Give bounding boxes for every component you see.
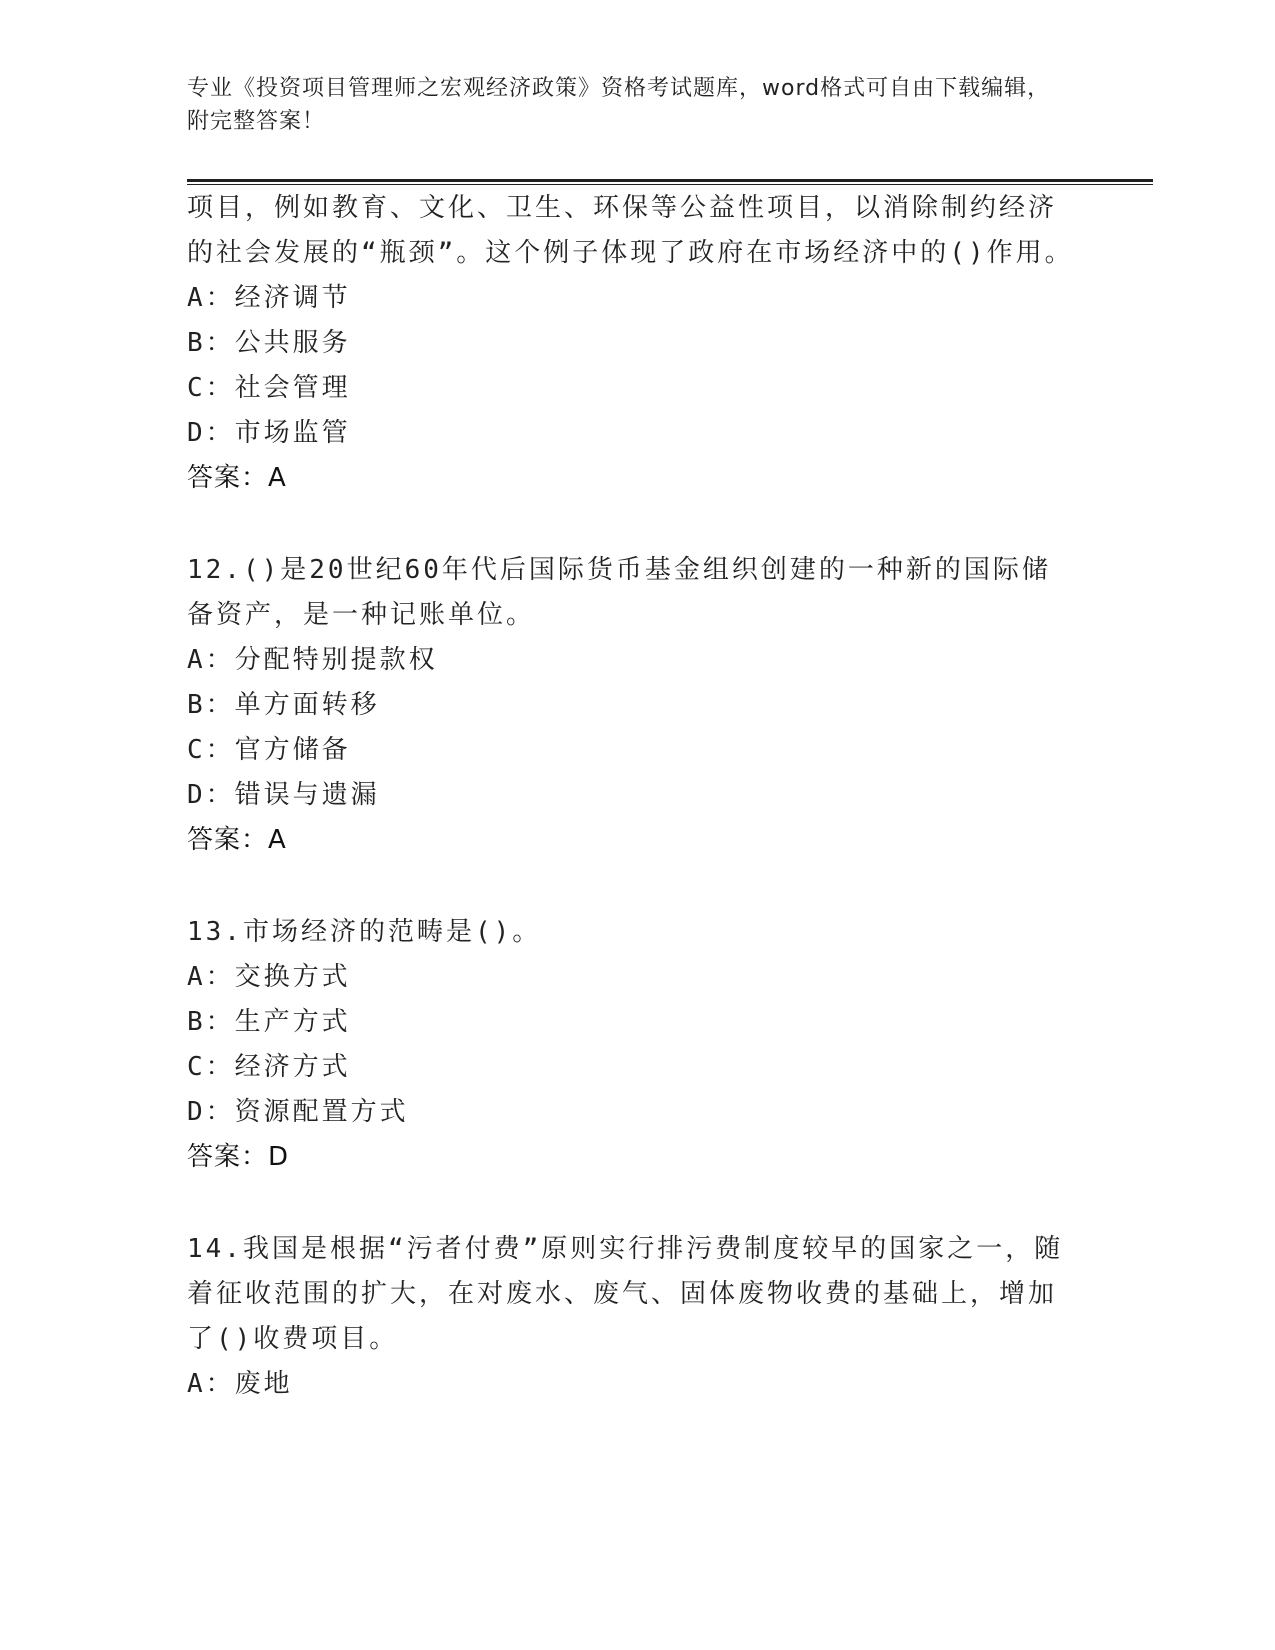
header-divider-thick xyxy=(187,179,1153,182)
option-a: A：分配特别提款权 xyxy=(187,645,438,675)
question-text: 项目，例如教育、文化、卫生、环保等公益性项目，以消除制约经济的社会发展的“瓶颈”。这个例子体现了政府在市场经济中的()作用。 xyxy=(187,193,1074,268)
question-item xyxy=(187,186,1077,501)
option-a: A：经济调节 xyxy=(187,283,351,313)
document-header: 专业《投资项目管理师之宏观经济政策》资格考试题库，word格式可自由下载编辑，附完整答案！ xyxy=(187,76,1051,134)
option-c: C：经济方式 xyxy=(187,1052,351,1082)
question-item xyxy=(187,1227,1077,1407)
option-c: C：官方储备 xyxy=(187,735,351,765)
question-text: 13.市场经济的范畴是()。 xyxy=(187,917,542,947)
question-item xyxy=(187,910,1077,1180)
answer-label: 答案：D xyxy=(187,1142,290,1172)
question-gap xyxy=(187,863,1077,910)
option-a: A：废地 xyxy=(187,1369,293,1399)
question-gap xyxy=(187,1180,1077,1227)
option-d: D：资源配置方式 xyxy=(187,1097,409,1127)
answer-label: 答案：A xyxy=(187,825,287,855)
option-b: B：公共服务 xyxy=(187,328,351,358)
option-d: D：错误与遗漏 xyxy=(187,780,380,810)
header-divider-thin xyxy=(187,184,1153,185)
question-gap xyxy=(187,501,1077,548)
question-item xyxy=(187,548,1077,863)
question-text: 14.我国是根据“污者付费”原则实行排污费制度较早的国家之一，随着征收范围的扩大，在对废水、废气、固体废物收费的基础上，增加了()收费项目。 xyxy=(187,1234,1064,1354)
option-b: B：单方面转移 xyxy=(187,690,380,720)
option-d: D：市场监管 xyxy=(187,418,351,448)
answer-label: 答案：A xyxy=(187,463,287,493)
option-a: A：交换方式 xyxy=(187,962,351,992)
question-text: 12.()是20世纪60年代后国际货币基金组织创建的一种新的国际储备资产，是一种记账单位。 xyxy=(187,555,1051,630)
question-list xyxy=(187,186,1077,1407)
option-b: B：生产方式 xyxy=(187,1007,351,1037)
option-c: C：社会管理 xyxy=(187,373,351,403)
